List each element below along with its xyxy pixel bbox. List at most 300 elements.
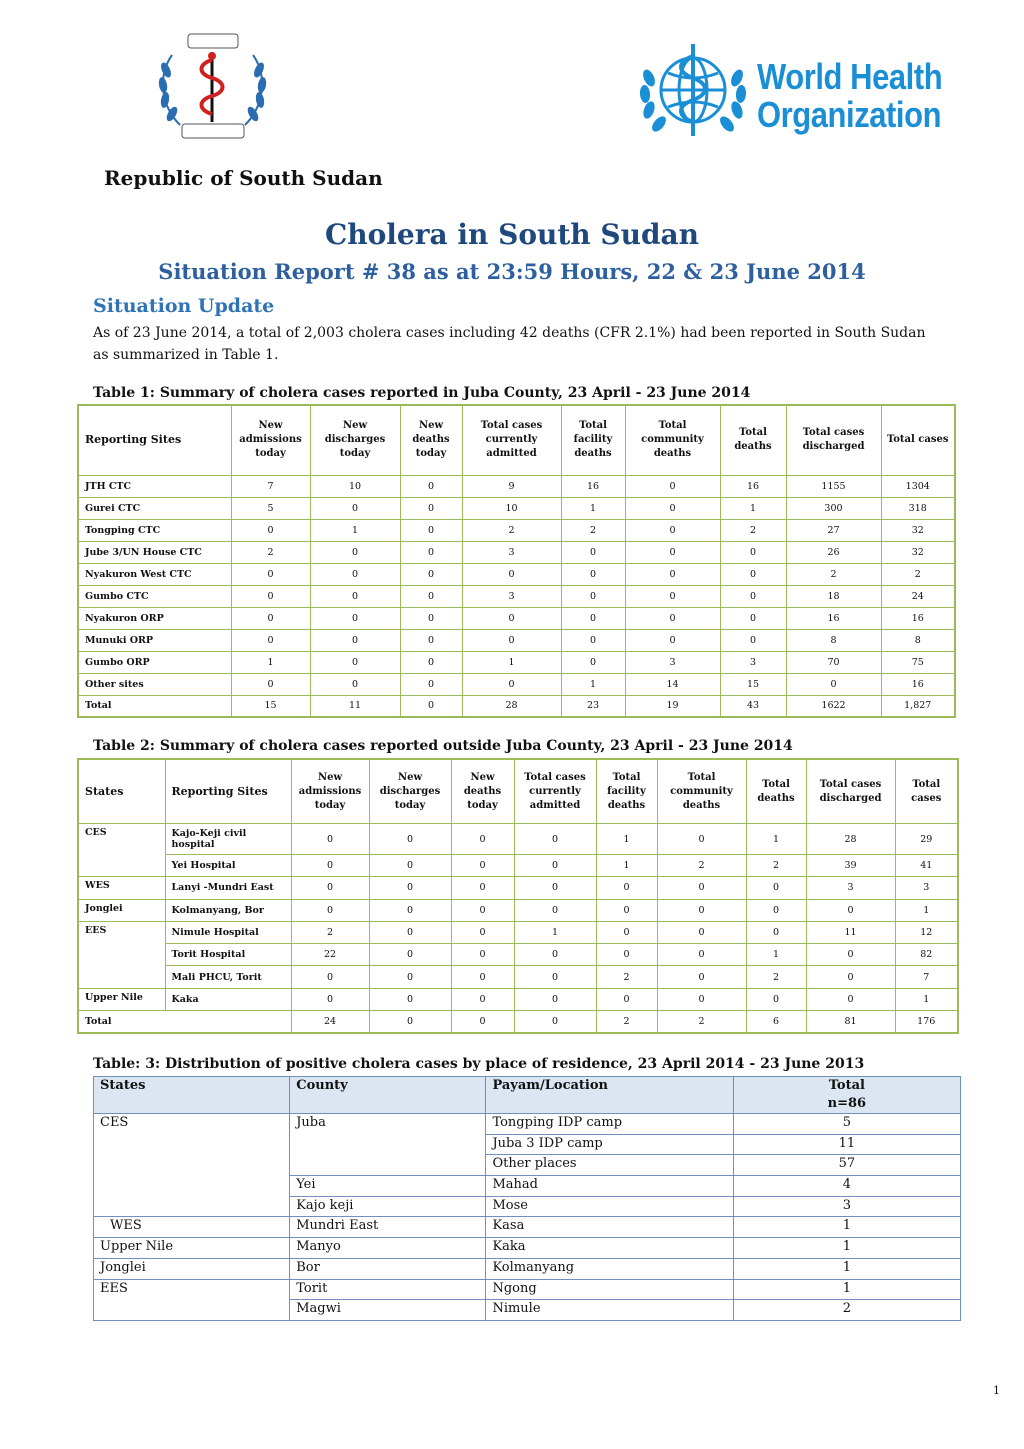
table-cell: 0 [625, 475, 720, 497]
table-cell: 0 [400, 629, 462, 651]
table-cell: 0 [657, 921, 746, 943]
table-cell: 0 [369, 966, 451, 988]
table-cell: 0 [451, 988, 514, 1010]
location-name: Mose [486, 1196, 733, 1217]
state-name [94, 1155, 290, 1176]
state-name: Upper Nile [78, 988, 165, 1010]
table-cell: 0 [231, 519, 310, 541]
state-name: WES [78, 877, 165, 899]
table-row [78, 607, 955, 629]
case-count: 5 [733, 1114, 960, 1135]
table-row [78, 651, 955, 673]
table-cell: 300 [786, 497, 881, 519]
table-cell: 24 [291, 1011, 369, 1033]
table-cell: 0 [451, 944, 514, 966]
table-cell: 0 [310, 585, 400, 607]
table-cell: 0 [561, 651, 625, 673]
site-name: Munuki ORP [78, 629, 231, 651]
table-cell: 39 [806, 854, 895, 876]
table-cell: 11 [310, 695, 400, 717]
table-cell: 1 [746, 944, 806, 966]
table-cell: 0 [514, 966, 596, 988]
location-name: Kasa [486, 1217, 733, 1238]
table-header-row [78, 405, 955, 475]
site-name: Mali PHCU, Torit [165, 966, 291, 988]
table-cell: 16 [561, 475, 625, 497]
table-cell: 14 [625, 673, 720, 695]
table-cell: 0 [231, 607, 310, 629]
column-header: Payam/Location [486, 1077, 733, 1114]
table-row [78, 944, 958, 966]
table-cell: 24 [881, 585, 955, 607]
table-cell: 32 [881, 541, 955, 563]
county-name: Magwi [290, 1300, 486, 1321]
table-cell: 0 [720, 607, 786, 629]
table-cell: 0 [657, 966, 746, 988]
who-wordmark [757, 58, 942, 134]
table-cell: 0 [462, 673, 561, 695]
state-name [94, 1134, 290, 1155]
table-cell: 1 [462, 651, 561, 673]
table-cell: 0 [231, 585, 310, 607]
table-cell: 0 [806, 988, 895, 1010]
county-name: Torit [290, 1279, 486, 1300]
column-header: New discharges today [310, 405, 400, 475]
column-header: Total cases currently admitted [514, 759, 596, 824]
table-cell: 0 [462, 563, 561, 585]
table-cell: 16 [881, 673, 955, 695]
table-cell: 1 [895, 988, 958, 1010]
table-row [78, 877, 958, 899]
table-cell: 29 [895, 824, 958, 854]
table-cell: 16 [881, 607, 955, 629]
table-cell: 3 [462, 541, 561, 563]
column-header: Total cases [895, 759, 958, 824]
table-cell: 0 [291, 988, 369, 1010]
table-cell: 0 [561, 607, 625, 629]
table-cell: 0 [400, 475, 462, 497]
table-cell: 0 [786, 673, 881, 695]
total-row [78, 1011, 958, 1033]
table-row [94, 1279, 961, 1300]
table-cell: 0 [451, 899, 514, 921]
table-cell: 41 [895, 854, 958, 876]
table-cell: 0 [625, 563, 720, 585]
table-row [94, 1155, 961, 1176]
table-cell: 0 [561, 541, 625, 563]
page-subtitle: Situation Report # 38 as at 23:59 Hours, 22 & 23 June 2014 [158, 259, 866, 284]
table-cell: 176 [895, 1011, 958, 1033]
table-cell: 0 [369, 921, 451, 943]
table-cell: 2 [596, 1011, 657, 1033]
location-name: Tongping IDP camp [486, 1114, 733, 1135]
case-count: 1 [733, 1258, 960, 1279]
table-cell: 0 [806, 899, 895, 921]
table-row [78, 966, 958, 988]
table-cell: 0 [514, 824, 596, 854]
table-cell: 0 [561, 563, 625, 585]
table-cell: 1 [231, 651, 310, 673]
table-cell: 1622 [786, 695, 881, 717]
table-cell: 0 [561, 585, 625, 607]
table-cell: 0 [625, 607, 720, 629]
site-name: Torit Hospital [165, 944, 291, 966]
table-cell: 0 [400, 541, 462, 563]
table-cell: 0 [451, 1011, 514, 1033]
location-name: Juba 3 IDP camp [486, 1134, 733, 1155]
site-name: Tongping CTC [78, 519, 231, 541]
case-count: 1 [733, 1279, 960, 1300]
table-cell: 0 [291, 854, 369, 876]
table-cell: 0 [561, 629, 625, 651]
table-cell: 0 [451, 877, 514, 899]
column-header: New deaths today [451, 759, 514, 824]
table-cell: 0 [596, 988, 657, 1010]
table-cell: 0 [400, 607, 462, 629]
table-row [78, 824, 958, 854]
table-cell: 1 [561, 673, 625, 695]
table-header-row [94, 1077, 961, 1114]
table-cell: 2 [231, 541, 310, 563]
table2-caption: Table 2: Summary of cholera cases reported outside Juba County, 23 April - 23 June 2014 [93, 738, 793, 754]
table-cell: 26 [786, 541, 881, 563]
table-cell: 18 [786, 585, 881, 607]
section-heading: Situation Update [93, 295, 275, 317]
table-cell: 23 [561, 695, 625, 717]
table-cell: 0 [310, 673, 400, 695]
state-name: EES [78, 921, 165, 988]
column-header: Total cases currently admitted [462, 405, 561, 475]
table-row [78, 541, 955, 563]
table-row [78, 563, 955, 585]
table-cell: 2 [291, 921, 369, 943]
column-header: Total cases [881, 405, 955, 475]
table-cell: 3 [720, 651, 786, 673]
table-cell: 0 [806, 944, 895, 966]
column-header: Total community deaths [657, 759, 746, 824]
table-cell: 2 [746, 854, 806, 876]
location-name: Ngong [486, 1279, 733, 1300]
site-name: Other sites [78, 673, 231, 695]
table-cell: 0 [310, 497, 400, 519]
site-name: Yei Hospital [165, 854, 291, 876]
table-cell: 15 [720, 673, 786, 695]
table-cell: 1 [596, 824, 657, 854]
table-cell: 0 [720, 585, 786, 607]
table-cell: 0 [231, 673, 310, 695]
table-cell: 16 [786, 607, 881, 629]
site-name: Kolmanyang, Bor [165, 899, 291, 921]
table-cell: 81 [806, 1011, 895, 1033]
table1-caption: Table 1: Summary of cholera cases reported in Juba County, 23 April - 23 June 2014 [93, 385, 751, 401]
table-cell: 1 [720, 497, 786, 519]
table-cell: 3 [895, 877, 958, 899]
table-cell: 0 [310, 541, 400, 563]
table-cell: 2 [657, 1011, 746, 1033]
state-name: EES [94, 1279, 290, 1300]
case-count: 1 [733, 1238, 960, 1259]
table-cell: 22 [291, 944, 369, 966]
site-name: Kajo-Keji civil hospital [165, 824, 291, 854]
column-header: Total cases discharged [806, 759, 895, 824]
table-cell: 11 [806, 921, 895, 943]
table-cell: 8 [881, 629, 955, 651]
county-name: Bor [290, 1258, 486, 1279]
state-name [94, 1196, 290, 1217]
column-header: New admissions today [291, 759, 369, 824]
table-cell: 12 [895, 921, 958, 943]
table-cell: 0 [400, 651, 462, 673]
table-row [94, 1300, 961, 1321]
county-name: Manyo [290, 1238, 486, 1259]
state-name: Upper Nile [94, 1238, 290, 1259]
table-cell: 0 [310, 563, 400, 585]
case-count: 4 [733, 1176, 960, 1197]
table-cell: 0 [657, 824, 746, 854]
table-cell: 0 [720, 541, 786, 563]
table-cell: 0 [806, 966, 895, 988]
total-header-label: Total [828, 1078, 865, 1093]
table-cell: 2 [881, 563, 955, 585]
table-cell: 0 [596, 899, 657, 921]
table-cell: 0 [369, 899, 451, 921]
table-cell: 0 [625, 497, 720, 519]
state-name [94, 1300, 290, 1321]
table-cell: 0 [369, 877, 451, 899]
site-name: Lanyi -Mundri East [165, 877, 291, 899]
table1-juba-summary [77, 404, 956, 718]
state-name: Jonglei [94, 1258, 290, 1279]
table-row [78, 899, 958, 921]
column-header: New deaths today [400, 405, 462, 475]
table-row [78, 475, 955, 497]
table-cell: 1 [561, 497, 625, 519]
table-row [94, 1196, 961, 1217]
column-header: Total facility deaths [596, 759, 657, 824]
table-cell: 7 [895, 966, 958, 988]
table-cell: 0 [231, 563, 310, 585]
table-cell: 0 [451, 824, 514, 854]
table-cell: 0 [657, 877, 746, 899]
table-cell: 0 [746, 899, 806, 921]
table-cell: 27 [786, 519, 881, 541]
table-cell: 0 [625, 541, 720, 563]
table-cell: 0 [720, 563, 786, 585]
table3-residence-distribution [93, 1076, 961, 1321]
table-cell: 19 [625, 695, 720, 717]
table-cell: 0 [746, 988, 806, 1010]
case-count: 57 [733, 1155, 960, 1176]
column-header: County [290, 1077, 486, 1114]
table-cell: 2 [596, 966, 657, 988]
table-cell: 0 [400, 673, 462, 695]
location-name: Other places [486, 1155, 733, 1176]
column-header: New admissions today [231, 405, 310, 475]
table-cell: 0 [369, 824, 451, 854]
state-name: CES [94, 1114, 290, 1135]
table-cell: 0 [310, 607, 400, 629]
table-cell: 0 [657, 944, 746, 966]
table-cell: 70 [786, 651, 881, 673]
table-cell: 0 [746, 877, 806, 899]
table-cell: 0 [514, 944, 596, 966]
table-cell: 0 [291, 824, 369, 854]
table-cell: 1 [514, 921, 596, 943]
site-name: Gurei CTC [78, 497, 231, 519]
table-cell: 0 [400, 585, 462, 607]
table-cell: 0 [746, 921, 806, 943]
table3-caption: Table: 3: Distribution of positive cholera cases by place of residence, 23 April 2014 - 23 June 2013 [93, 1056, 865, 1072]
table-cell: 10 [310, 475, 400, 497]
table-cell: 0 [400, 563, 462, 585]
site-name: Nyakuron West CTC [78, 563, 231, 585]
table-cell: 0 [625, 519, 720, 541]
county-name: Mundri East [290, 1217, 486, 1238]
table-cell: 0 [400, 497, 462, 519]
table-cell: 0 [369, 854, 451, 876]
table-cell: 1155 [786, 475, 881, 497]
table-cell: 28 [462, 695, 561, 717]
table-cell: 0 [231, 629, 310, 651]
table-cell: 2 [720, 519, 786, 541]
table-cell: 1 [596, 854, 657, 876]
case-count: 3 [733, 1196, 960, 1217]
table-row [78, 854, 958, 876]
table-cell: 0 [514, 988, 596, 1010]
column-header: States [94, 1077, 290, 1114]
table-cell: 7 [231, 475, 310, 497]
site-name: Kaka [165, 988, 291, 1010]
table-cell: 9 [462, 475, 561, 497]
table-cell: 82 [895, 944, 958, 966]
table-row [78, 921, 958, 943]
table-row [78, 497, 955, 519]
table-cell: 0 [310, 629, 400, 651]
table-cell: 3 [625, 651, 720, 673]
site-name: JTH CTC [78, 475, 231, 497]
column-header: Reporting Sites [78, 405, 231, 475]
table-cell: 0 [369, 1011, 451, 1033]
table-row [94, 1238, 961, 1259]
county-name: Yei [290, 1176, 486, 1197]
column-header: Total cases discharged [786, 405, 881, 475]
page-title: Cholera in South Sudan [324, 218, 700, 251]
location-name: Nimule [486, 1300, 733, 1321]
table2-outside-juba-summary [77, 758, 959, 1034]
table-cell: 32 [881, 519, 955, 541]
table-cell: 28 [806, 824, 895, 854]
table-cell: 0 [400, 519, 462, 541]
ministry-of-health-logo [150, 30, 275, 150]
county-name: Kajo keji [290, 1196, 486, 1217]
table-cell: 0 [462, 629, 561, 651]
table-cell: 0 [369, 988, 451, 1010]
column-header: Total community deaths [625, 405, 720, 475]
table-cell: 1,827 [881, 695, 955, 717]
site-name: Total [78, 695, 231, 717]
table-cell: 1304 [881, 475, 955, 497]
table-cell: 0 [310, 651, 400, 673]
site-name: Nyakuron ORP [78, 607, 231, 629]
table-cell: 0 [514, 854, 596, 876]
case-count: 2 [733, 1300, 960, 1321]
table-header-row [78, 759, 958, 824]
table-row [94, 1134, 961, 1155]
location-name: Kaka [486, 1238, 733, 1259]
table-cell: 1 [310, 519, 400, 541]
table-cell: 0 [596, 944, 657, 966]
table-cell: 0 [451, 966, 514, 988]
table-cell: 3 [806, 877, 895, 899]
table-cell: 0 [291, 899, 369, 921]
situation-paragraph: As of 23 June 2014, a total of 2,003 cholera cases including 42 deaths (CFR 2.1%) had been reported in South Sudan as summarized in Table 1. [93, 325, 926, 363]
table-row [94, 1217, 961, 1238]
table-row [94, 1258, 961, 1279]
table-cell: 2 [462, 519, 561, 541]
column-header: Total deaths [720, 405, 786, 475]
table-cell: 0 [451, 921, 514, 943]
column-header [733, 1077, 960, 1114]
table-cell: 0 [657, 899, 746, 921]
table-cell: 0 [625, 585, 720, 607]
table-cell: 8 [786, 629, 881, 651]
location-name: Kolmanyang [486, 1258, 733, 1279]
site-name: Gumbo CTC [78, 585, 231, 607]
table-row [78, 629, 955, 651]
state-name: CES [78, 824, 165, 877]
column-header: States [78, 759, 165, 824]
table-cell: 75 [881, 651, 955, 673]
total-label: Total [78, 1011, 291, 1033]
table-cell: 1 [746, 824, 806, 854]
table-row [78, 519, 955, 541]
table-cell: 15 [231, 695, 310, 717]
column-header: New discharges today [369, 759, 451, 824]
table-cell: 0 [514, 1011, 596, 1033]
table-cell: 2 [746, 966, 806, 988]
who-wordmark-line1: World Health [757, 56, 943, 97]
county-name [290, 1134, 486, 1155]
table-cell: 16 [720, 475, 786, 497]
table-cell: 0 [291, 877, 369, 899]
case-count: 11 [733, 1134, 960, 1155]
table-cell: 0 [720, 629, 786, 651]
case-count: 1 [733, 1217, 960, 1238]
table-cell: 0 [657, 988, 746, 1010]
table-cell: 2 [786, 563, 881, 585]
table-row [78, 988, 958, 1010]
table-cell: 0 [451, 854, 514, 876]
table-cell: 0 [596, 877, 657, 899]
county-name [290, 1155, 486, 1176]
who-wordmark-line2: Organization [757, 94, 942, 135]
table-cell: 0 [514, 899, 596, 921]
column-header: Total deaths [746, 759, 806, 824]
table-row [78, 585, 955, 607]
site-name: Nimule Hospital [165, 921, 291, 943]
table-cell: 6 [746, 1011, 806, 1033]
table-cell: 3 [462, 585, 561, 607]
republic-label: Republic of South Sudan [104, 166, 383, 190]
table-cell: 10 [462, 497, 561, 519]
county-name: Juba [290, 1114, 486, 1135]
table-row [94, 1176, 961, 1197]
state-name: WES [94, 1217, 290, 1238]
total-row [78, 695, 955, 717]
site-name: Jube 3/UN House CTC [78, 541, 231, 563]
table-cell: 0 [369, 944, 451, 966]
state-name [94, 1176, 290, 1197]
